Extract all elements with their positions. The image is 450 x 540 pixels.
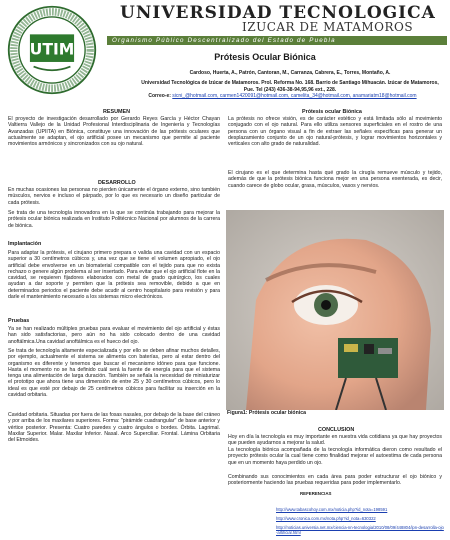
university-title: UNIVERSIDAD TECNOLOGICA [120,3,436,23]
email-links[interactable]: sicni_@hotmail.com, carmen1420091@hotmail.com, camelita_34@hotmail.com, anamariatm18@hotmail.com [172,93,417,99]
paper-title: Prótesis Ocular Biónica [214,52,316,62]
organization-line: Organismo Público Descentralizado del Estado de Puebla [112,37,336,44]
reference-link-3[interactable]: http://noticias.universia.net.mx/ciencia-nn-tecnologia/2010/08/09/448804/ipn-desarrolla-ojo-artificial.html [276,525,444,535]
pruebas-p2: Se trata de tecnología altamente especializada y por ello se deben afinar muchos detalles, por ejemplo, actualmente el sistema se alimenta con baterías, pero al estar dentro del organismo es diferente y tenemos que buscar el mecanismo idóneo para que funcione. Hasta el momento no se ha definido cuál será la fuente de energía para que el sistema tenga una alimentación de larga duración. También se señala la necesidad de miniaturizar el prototipo que ahora tiene una dimensión de entre 25 y 30 centímetros cúbicos, pero lo ideal es que esté por debajo de 25 centímetros cúbicos para facilitar su inserción en la cavidad orbitaria. [8,348,220,399]
pruebas-p3: Cavidad orbitaria. Situadas por fuera de las fosas nasales, por debajo de la base del cráneo y por arriba de los maxilares superiores. Forma: "pirámide cuadrangular" de base anterior y vértice posterior. Presenta: Cuatro paredes y cuatro ángulos o bordes. Órbita. Lagrimal. Maxilar Superior. Malar. Maxilar Inferior. Nasal. Arco Superciliar. Frontal. Lámina Orbitaria del Etmoides. [8,412,220,444]
authors-line: Cardoso, Huerta, A., Patrón, Cantoran, M., Carranza, Cabrera, E., Torres, Montaño, A. [189,70,391,76]
desarrollo-p1: En muchas ocasiones las personas no pierden únicamente el órgano externo, sino también músculos, nervios e incluso el párpado, por lo que es necesario un diseño particular de cada prótesis. [8,187,220,206]
pob-p1: La prótesis no ofrece visión, es de carácter estético y está limitada sólo al movimiento conjugado con el ojo natural. Para ello utiliza sensores superficiales en el rostro de una persona con un órgano visual a fin de extraer las señales especificas para generar un desplazamiento conjunto de un ojo natural-prótesis, y lograr movimientos horizontales y verticales con alto grado de naturalidad. [228,116,442,148]
pob-heading: Prótesis ocular Biónica [302,109,362,115]
university-seal-logo [6,4,98,96]
desarrollo-heading: DESARROLLO [98,180,136,186]
logo-text: UTIM [29,39,75,59]
conclusion-p2: La tecnología biónica acompañada de la tecnología informática dieron como resultado el proyecto prótesis ocular la cual tiene como finalidad mejorar el autoestima de cada persona que en un momento haya perdido un ojo. [228,447,442,466]
campus-subtitle: IZUCAR DE MATAMOROS [242,20,414,34]
reference-link-2[interactable]: http://www.cronica.com.mx/nota.php?id_nota=630322 [276,516,376,521]
figure-caption: Figura1: Prótesis ocular biónica [227,410,306,416]
reference-link-1[interactable]: http://www.tabascohoy.com.mx/noticia.php?id_nota=198591 [276,507,388,512]
implantacion-text: Para adaptar la prótesis, el cirujano primero prepara o valida una cavidad con un espacio superior a 30 centímetros cúbicos y, una vez que se tiene el volumen apropiado, el ojo artificial debe envolverse en un biomaterial compatible con el tejido para que no exista rechazo o genere algún problema al ser insertado. Para evitar que el ojo artificial flote en la cavidad, se requieren fijadores elaborados con metal de grado quirúrgico, los cuales ayudan a dar soporte y permiten que la prótesis sea removible, debido a que en determinados periodos el paciente debe acudir al centro hospitalario para revisión y para darle el mantenimiento necesario a los sistemas micro electrónicos. [8,250,220,301]
pruebas-heading: Pruebas [8,318,30,324]
affiliation: Universidad Tecnológica de Izúcar de Matamoros. Prol. Reforma No. 168. Barrio de Santiago Mihuacán. Izúcar de Matamoros, Pue. Tel (243) 436-38-94,95,96 ext., 228. [141,80,439,93]
bionic-eye-photo [226,210,444,410]
contact-line [120,93,445,100]
desarrollo-p2: Se trata de una tecnología innovadora en la que se continúa trabajando para mejorar la prótesis ocular biónica realizada en Instituto Politécnico Nacional por alumnos de la carrera de biónica. [8,210,220,229]
pruebas-p1: Ya se han realizado múltiples pruebas para evaluar el movimiento del ojo artificial y éstas han sido satisfactorias, pero aún no ha sido colocado dentro de una cavidad anoftálmica.Una cavidad anoftálmica es el hueco del ojo. [8,326,220,345]
pob-p2: El cirujano es el que determina hasta qué grado la cirugía remueve músculo y tejido, además de que la prótesis biónica funciona mejor en una persona exenterada, es decir, cuando carece de globo ocular, grasa, músculos, vasos y nervios. [228,170,442,189]
resumen-heading: RESUMEN [103,109,130,115]
implantacion-heading: Implantación [8,241,42,247]
conclusion-p3: Combinando sus conocimientos en cada área para poder estructurar el ojo biónico y posteriormente haciendo las pruebas requeridas para poder implementarlo. [228,474,442,487]
contact-label: Correo-e: [148,93,171,99]
conclusion-heading: CONCLUSION [318,427,355,433]
resumen-text: El proyecto de investigación desarrollado por Gerardo Reyes García y Héctor Chayan Valtierra Vallejo de la Unidad Profesional Interdisciplinaria de Ingeniería y Tecnologías Avanzadas (UPIITA) en Biónica, constituye una innovación de las prótesis oculares que actualmente se adaptan, el ojo artificial posee un mecanismo que permite al paciente movimientos armónicos y sincronizados con su ojo natural. [8,116,220,148]
references-heading: REFERENCIAS [300,491,332,496]
conclusion-p1: Hoy en día la tecnología es muy importante en nuestra vida cotidiana ya que hay proyectos que pueden ayudarnos a mejorar la salud. [228,434,442,447]
